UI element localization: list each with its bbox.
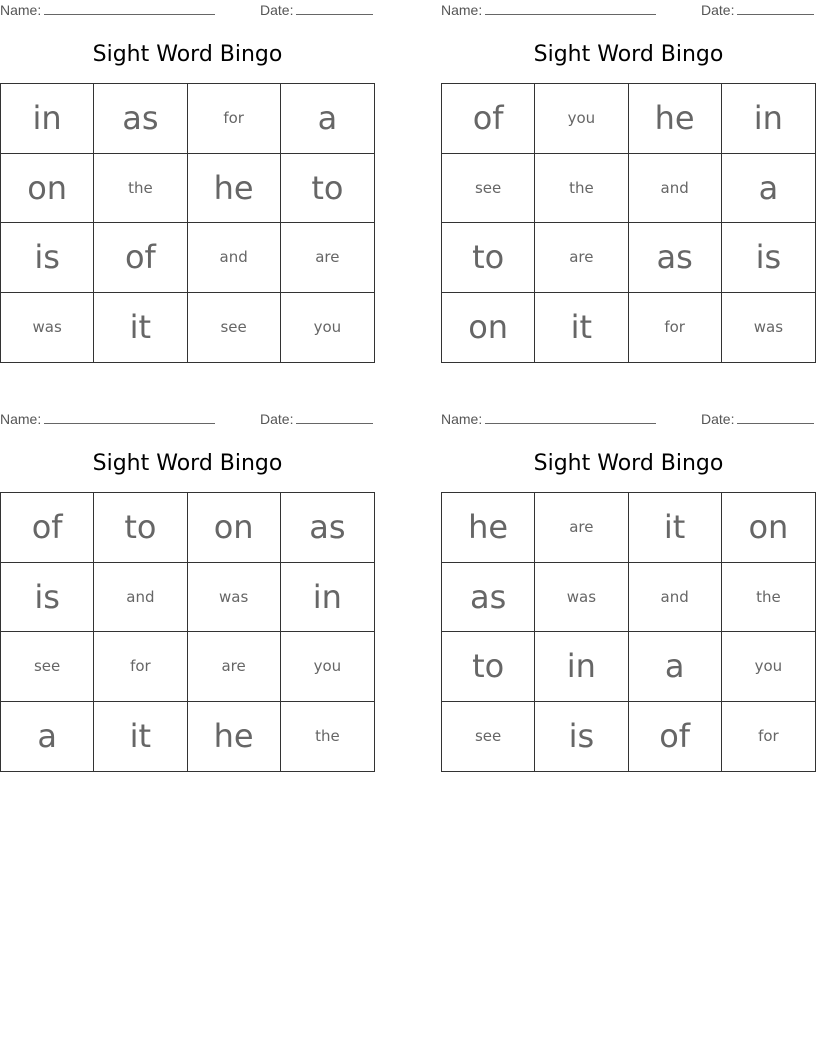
bingo-card <box>0 409 375 774</box>
bingo-cell: a <box>281 84 374 154</box>
name-label: Name: <box>0 2 42 18</box>
card-header <box>441 411 816 429</box>
card-header <box>0 2 375 20</box>
bingo-cell: for <box>758 727 779 746</box>
bingo-cell: to <box>442 223 535 293</box>
name-field[interactable] <box>0 411 215 427</box>
bingo-cell: to <box>281 154 374 224</box>
bingo-cell: and <box>629 154 722 224</box>
bingo-card <box>441 0 816 365</box>
name-line[interactable] <box>485 411 656 424</box>
bingo-cell: in <box>281 563 374 633</box>
bingo-cell: see <box>188 293 281 363</box>
bingo-card <box>0 0 375 365</box>
date-label: Date: <box>260 2 294 18</box>
bingo-cell: of <box>1 493 94 563</box>
bingo-cell: as <box>281 493 374 563</box>
card-title: Sight Word Bingo <box>533 42 724 67</box>
name-field[interactable] <box>441 2 656 18</box>
bingo-cell: are <box>535 223 628 293</box>
bingo-grid <box>0 492 375 772</box>
bingo-cell: it <box>629 493 722 563</box>
bingo-cell: a <box>722 154 815 224</box>
bingo-cell: it <box>94 702 187 772</box>
bingo-cell: is <box>535 702 628 772</box>
bingo-cell: see <box>442 702 535 772</box>
bingo-cell: in <box>1 84 94 154</box>
bingo-card <box>441 409 816 774</box>
bingo-cell: you <box>313 318 342 337</box>
bingo-cell: was <box>188 563 281 633</box>
card-title: Sight Word Bingo <box>92 451 283 476</box>
bingo-cell: he <box>629 84 722 154</box>
bingo-cell: he <box>442 493 535 563</box>
bingo-cell: of <box>442 84 535 154</box>
name-field[interactable] <box>0 2 215 18</box>
card-title: Sight Word Bingo <box>92 42 283 67</box>
bingo-cell: of <box>629 702 722 772</box>
bingo-cell: and <box>188 223 281 293</box>
bingo-cell: the <box>94 154 187 224</box>
bingo-cell: on <box>442 293 535 363</box>
name-field[interactable] <box>441 411 656 427</box>
bingo-cell: is <box>1 223 94 293</box>
bingo-cell: on <box>188 493 281 563</box>
bingo-cell: for <box>629 293 722 363</box>
bingo-cell: he <box>188 154 281 224</box>
name-line[interactable] <box>485 2 656 15</box>
name-line[interactable] <box>44 2 215 15</box>
date-line[interactable] <box>296 411 373 424</box>
bingo-cell: was <box>753 318 784 337</box>
bingo-cell: a <box>629 632 722 702</box>
bingo-cell: of <box>94 223 187 293</box>
date-line[interactable] <box>296 2 373 15</box>
date-label: Date: <box>701 2 735 18</box>
bingo-cell: as <box>94 84 187 154</box>
bingo-cell: see <box>1 632 94 702</box>
bingo-cell: is <box>722 223 815 293</box>
bingo-cell: as <box>629 223 722 293</box>
bingo-cell: on <box>1 154 94 224</box>
date-line[interactable] <box>737 2 814 15</box>
bingo-cell: for <box>94 632 187 702</box>
bingo-cell: and <box>94 563 187 633</box>
bingo-grid <box>0 83 375 363</box>
bingo-cell: are <box>188 632 281 702</box>
date-field[interactable] <box>260 2 373 18</box>
date-field[interactable] <box>260 411 373 427</box>
name-line[interactable] <box>44 411 215 424</box>
bingo-cell: on <box>722 493 815 563</box>
bingo-cell: the <box>315 727 340 746</box>
bingo-cell: it <box>94 293 187 363</box>
bingo-cell: you <box>722 632 815 702</box>
bingo-cell: as <box>442 563 535 633</box>
name-label: Name: <box>0 411 42 427</box>
name-label: Name: <box>441 2 483 18</box>
bingo-cell: was <box>535 563 628 633</box>
bingo-cell: you <box>281 632 374 702</box>
bingo-cell: are <box>281 223 374 293</box>
bingo-cell: was <box>1 293 94 363</box>
bingo-cell: to <box>442 632 535 702</box>
card-title: Sight Word Bingo <box>533 451 724 476</box>
card-header <box>0 411 375 429</box>
bingo-cell: in <box>535 632 628 702</box>
card-header <box>441 2 816 20</box>
bingo-cell: to <box>94 493 187 563</box>
bingo-cell: are <box>535 493 628 563</box>
date-label: Date: <box>701 411 735 427</box>
date-field[interactable] <box>701 411 814 427</box>
bingo-grid <box>441 492 816 772</box>
date-label: Date: <box>260 411 294 427</box>
bingo-cell: he <box>188 702 281 772</box>
bingo-cell: in <box>722 84 815 154</box>
bingo-cell: is <box>1 563 94 633</box>
bingo-cell: the <box>722 563 815 633</box>
bingo-cell: see <box>442 154 535 224</box>
bingo-cell: it <box>535 293 628 363</box>
date-line[interactable] <box>737 411 814 424</box>
bingo-cell: and <box>629 563 722 633</box>
bingo-cell: for <box>188 84 281 154</box>
date-field[interactable] <box>701 2 814 18</box>
bingo-cell: you <box>535 84 628 154</box>
bingo-cell: the <box>535 154 628 224</box>
bingo-cell: a <box>1 702 94 772</box>
name-label: Name: <box>441 411 483 427</box>
bingo-grid <box>441 83 816 363</box>
